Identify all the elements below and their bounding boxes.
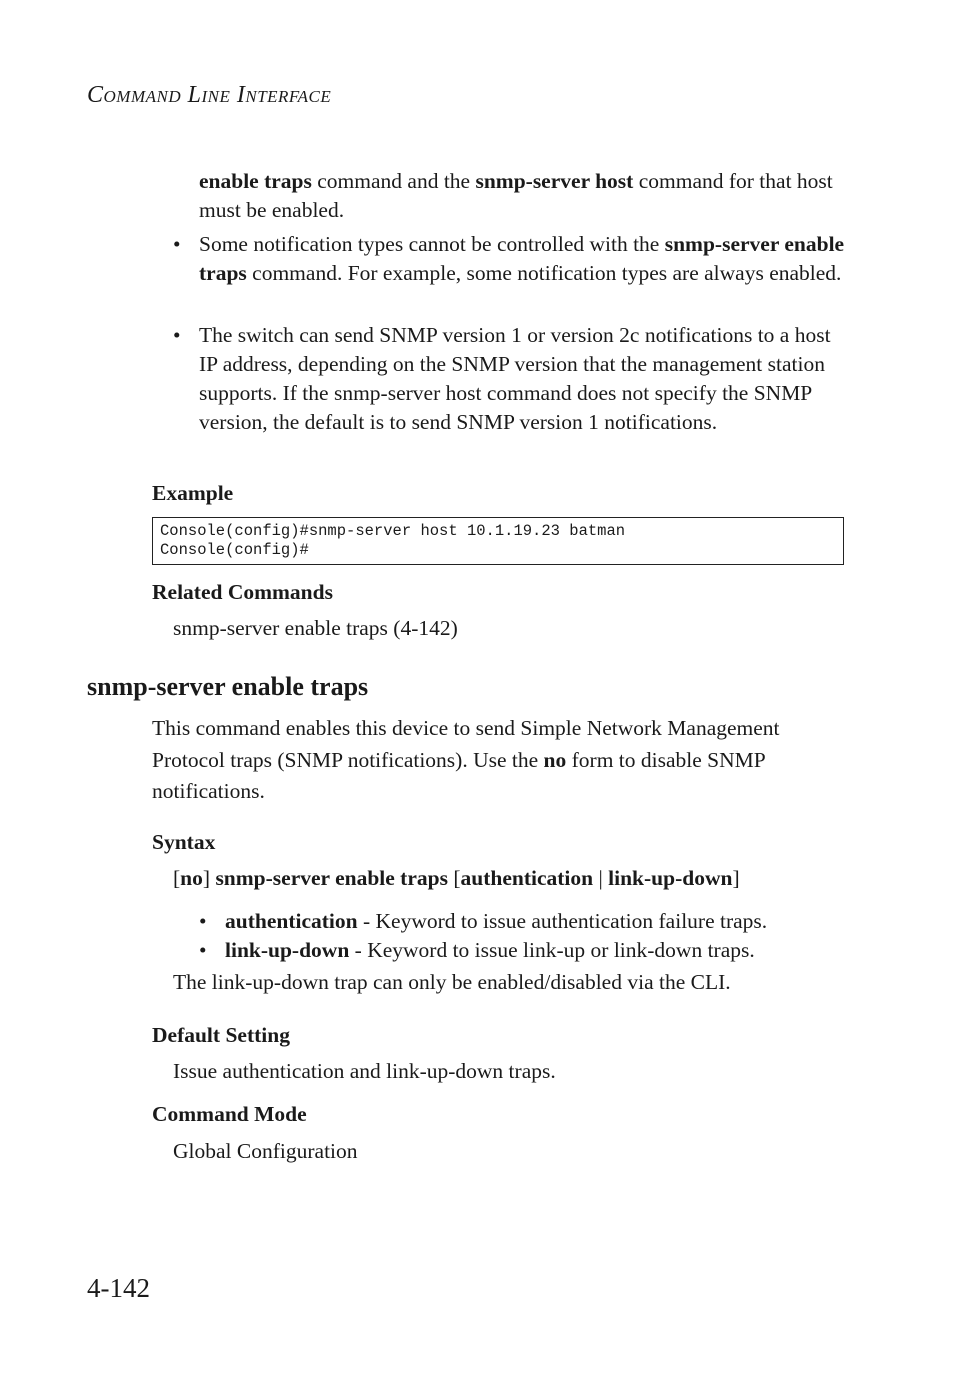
bullet-marker: • [173, 323, 181, 347]
bracket: [ [173, 866, 181, 890]
syntax-line [173, 866, 740, 891]
bullet-marker: • [199, 909, 207, 933]
related-commands-heading: Related Commands [152, 580, 333, 604]
command-mode-text: Global Configuration [173, 1139, 358, 1163]
text-run: command for that host must be enabled. [199, 169, 833, 222]
command-mode-heading: Command Mode [152, 1102, 307, 1126]
syntax-keyword: no [180, 866, 203, 890]
text-run: Some notification types cannot be controlled with the [199, 232, 665, 256]
bracket: ] [732, 866, 740, 890]
header-word-2-rest: INE [201, 87, 231, 106]
syntax-note: The link-up-down trap can only be enabled/disabled via the CLI. [173, 970, 731, 994]
text-run: - Keyword to issue link-up or link-down traps. [349, 938, 755, 962]
code-line: Console(config)#snmp-server host 10.1.19.23 batman [160, 522, 626, 540]
syntax-keyword: authentication [460, 866, 594, 890]
section-title: snmp-server enable traps [87, 672, 369, 701]
text-run: command. For example, some notification types are always enabled. [246, 261, 842, 285]
header-word-3-rest: NTERFACE [245, 87, 332, 106]
example-code-block [152, 517, 844, 565]
section-intro [152, 713, 852, 808]
text-run: - Keyword to issue authentication failure traps. [357, 909, 768, 933]
header-word-1-initial: C [87, 82, 104, 108]
bold-command: enable traps [199, 169, 312, 193]
example-heading: Example [152, 481, 234, 505]
syntax-heading: Syntax [152, 830, 216, 854]
continuation-paragraph [199, 167, 849, 225]
bracket: [ [447, 866, 461, 890]
syntax-keyword: link-up-down [608, 866, 733, 890]
text-run: This command enables this device to send Simple Network Management Protocol traps (SNMP notifications). Use the [152, 716, 780, 772]
header-word-2-initial: L [187, 82, 202, 108]
related-commands-text: snmp-server enable traps (4-142) [173, 616, 458, 640]
text-run: form to disable SNMP notifications. [152, 747, 765, 803]
code-line: Console(config)# [160, 541, 309, 559]
header-word-1-rest: OMMAND [103, 87, 182, 106]
page-number: 4-142 [87, 1273, 150, 1303]
syntax-command: snmp-server enable traps [215, 866, 448, 890]
separator: | [593, 866, 609, 890]
bold-keyword: link-up-down [225, 938, 350, 962]
text-run: command and the [311, 169, 476, 193]
bullet-marker: • [199, 938, 207, 962]
bullet-text [199, 230, 849, 288]
bold-keyword: authentication [225, 909, 358, 933]
bold-keyword: no [543, 747, 567, 772]
bracket: ] [202, 866, 216, 890]
default-setting-heading: Default Setting [152, 1023, 290, 1047]
header-word-3-initial: I [236, 82, 246, 108]
bullet-marker: • [173, 232, 181, 256]
syntax-option-text [225, 936, 755, 965]
bullet-text: The switch can send SNMP version 1 or version 2c notifications to a host IP address, depending on the SNMP version that the management station supports. If the snmp-server host command does not specify the SNMP version, the default is to send SNMP version 1 notifications. [199, 323, 831, 434]
syntax-option-text [225, 907, 767, 936]
bold-command: snmp-server host [475, 169, 634, 193]
running-header [87, 82, 331, 109]
bold-command: snmp-server enable traps [199, 232, 845, 285]
default-setting-text: Issue authentication and link-up-down traps. [173, 1059, 556, 1083]
